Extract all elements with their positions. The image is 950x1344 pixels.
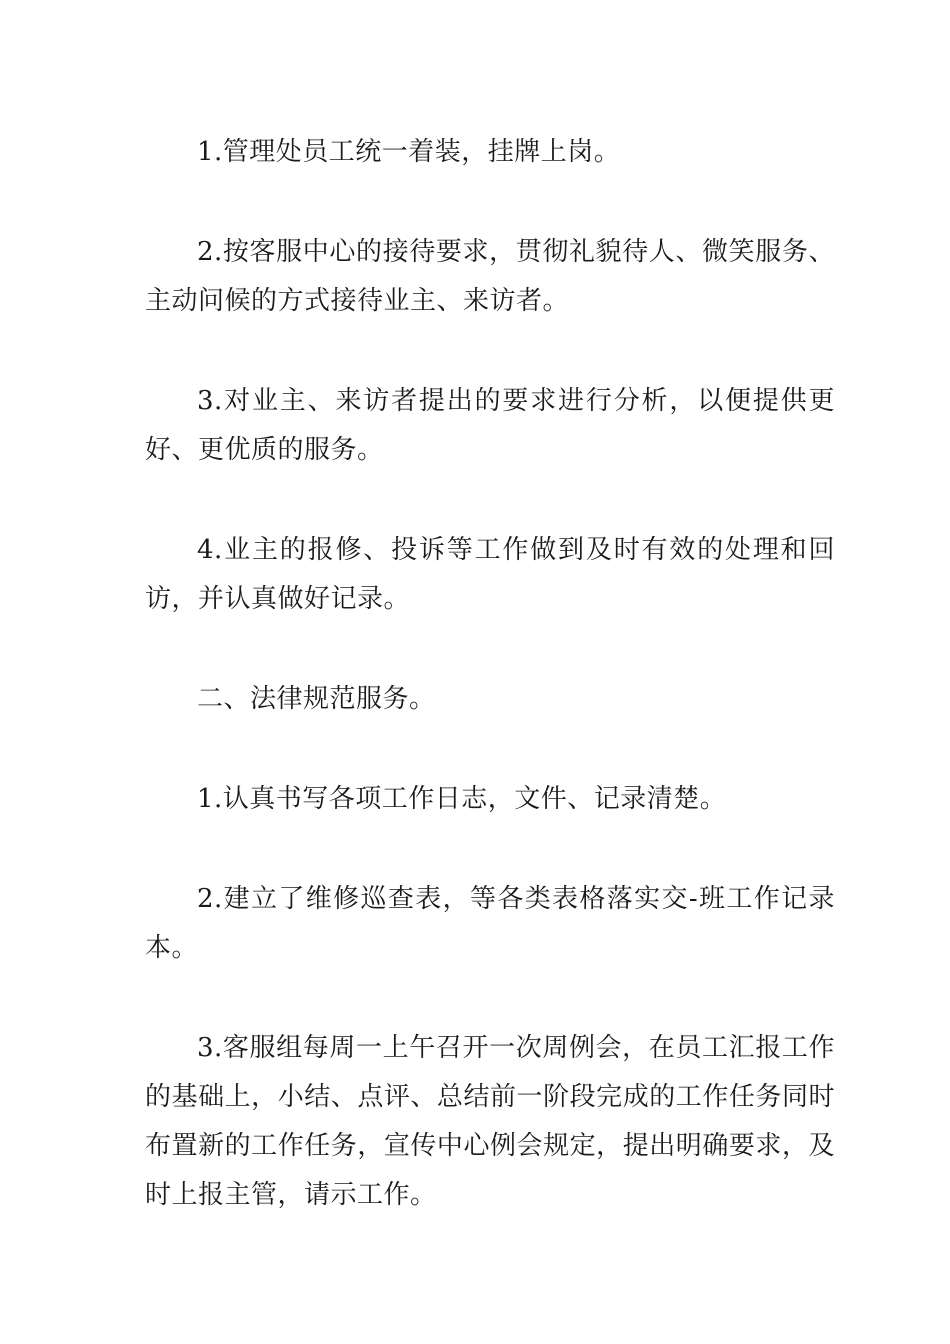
paragraph-1: 1.管理处员工统一着装，挂牌上岗。 bbox=[197, 137, 621, 167]
paragraph-2: 2.按客服中心的接待要求，贯彻礼貌待人、微笑服务、主动问候的方式接待业主、来访者。 bbox=[145, 237, 835, 316]
paragraph-3: 3.对业主、来访者提出的要求进行分析，以便提供更好、更优质的服务。 bbox=[145, 386, 835, 465]
paragraph-8: 3.客服组每周一上午召开一次周例会，在员工汇报工作的基础上，小结、点评、总结前一阶段完成的工作任务同时布置新的工作任务，宣传中心例会规定，提出明确要求，及时上报主管，请示工作。 bbox=[145, 1033, 835, 1210]
paragraph-6: 1.认真书写各项工作日志，文件、记录清楚。 bbox=[197, 784, 727, 814]
paragraph-4: 4.业主的报修、投诉等工作做到及时有效的处理和回访，并认真做好记录。 bbox=[145, 535, 835, 614]
paragraph-7: 2.建立了维修巡查表，等各类表格落实交-班工作记录本。 bbox=[145, 884, 835, 963]
document-body bbox=[145, 128, 835, 1220]
section-heading-legal-service: 二、法律规范服务。 bbox=[197, 684, 436, 714]
